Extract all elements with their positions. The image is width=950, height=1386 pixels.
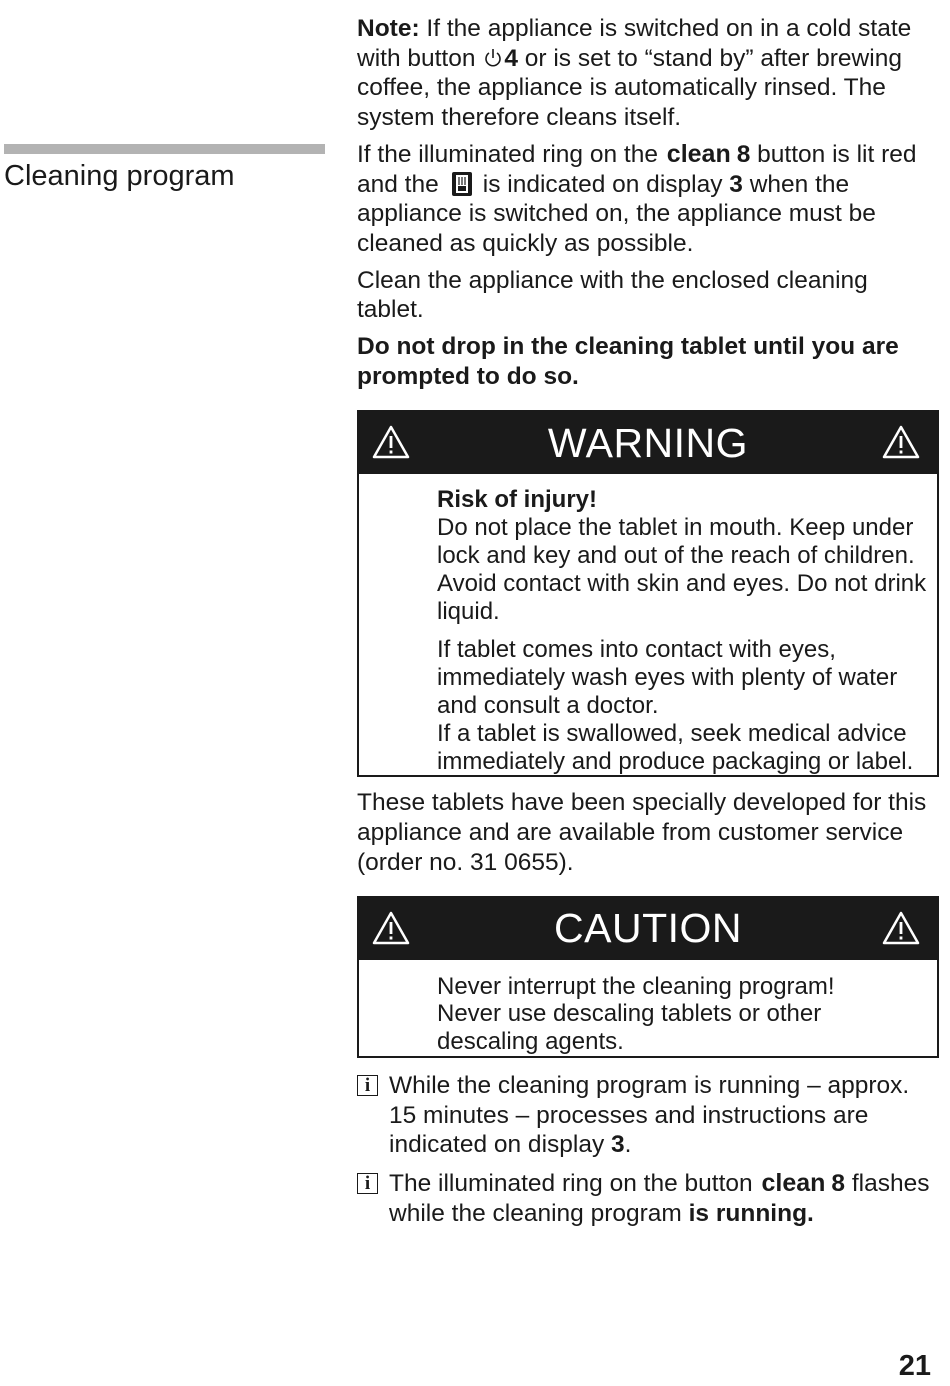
prompt-warning-text: Do not drop in the cleaning tablet until you are prompted to do so. (357, 333, 899, 390)
power-icon (484, 47, 502, 69)
note-text-a: If the appliance is switched on in a cold state with button (357, 15, 912, 72)
caution-header (359, 898, 937, 960)
warning-box (357, 410, 939, 777)
warning-triangle-icon (881, 910, 921, 946)
info2-bold-end: is running. (688, 1199, 814, 1227)
info2-text-b: flashes while the cleaning program (389, 1170, 930, 1227)
page-number: 21 (898, 1350, 931, 1382)
note-button-number: 4 (504, 44, 518, 72)
warning-triangle-icon (371, 424, 411, 460)
info2-text-a: The illuminated ring on the button (389, 1170, 760, 1198)
eyes-paragraph: If tablet comes into contact with eyes, immediately wash eyes with plenty of water and consult a doctor. (437, 636, 898, 720)
clean-instruction: Clean the appliance with the enclosed cleaning tablet. (357, 266, 868, 324)
ring-display-number: 3 (729, 170, 743, 198)
info-icon: i (357, 1173, 378, 1194)
warning-triangle-icon (371, 910, 411, 946)
info2-button-number: 8 (831, 1170, 846, 1198)
caution-body (359, 960, 937, 1056)
clean-button-label: clean (666, 139, 731, 168)
note-text-b: or is set to “stand by” after brewing coffee, the appliance is automatically rinsed. The system therefore cleans itself. (357, 44, 902, 132)
info-note (357, 1071, 937, 1160)
main-column (357, 14, 937, 1228)
info1-text-a: While the cleaning program is running – approx. 15 minutes – processes and instructions are indicated on display (389, 1071, 910, 1159)
risk-paragraph (437, 486, 927, 625)
swallow-paragraph: If a tablet is swallowed, seek medical advice immediately and produce packaging or label. (437, 719, 914, 775)
ring-text-b: button is lit red and the (357, 140, 917, 198)
warning-header (359, 412, 937, 474)
risk-heading: Risk of injury! (437, 486, 598, 514)
info1-text-b: . (624, 1131, 632, 1159)
caution-title: CAUTION (554, 905, 742, 952)
cleaning-tablet-icon (451, 171, 473, 197)
caution-box (357, 896, 939, 1058)
section-title: Cleaning program (4, 160, 235, 192)
warning-title: WARNING (547, 419, 749, 466)
ring-paragraph (357, 140, 937, 259)
warning-triangle-icon (881, 424, 921, 460)
ring-button-number: 8 (736, 140, 751, 168)
caution-line-2: Never use descaling tablets or other descaling agents. (437, 1000, 822, 1056)
note-label: Note: (357, 15, 420, 42)
risk-text: Do not place the tablet in mouth. Keep under lock and key and out of the reach of children. Avoid contact with skin and eyes. Do not drink liquid. (437, 514, 927, 625)
info-text (389, 1071, 937, 1160)
ring-text-c: is indicated on display (482, 170, 730, 198)
clean-button-label: clean (761, 1169, 826, 1198)
note-paragraph (357, 14, 937, 133)
tablets-paragraph: These tablets have been specially developed for this appliance and are available from customer service (order no. 31 0655). (357, 789, 927, 876)
caution-line-1: Never interrupt the cleaning program! (437, 972, 835, 1000)
info-text (389, 1169, 937, 1228)
warning-body (359, 474, 937, 775)
info-note (357, 1169, 937, 1228)
info-icon: i (357, 1075, 378, 1096)
ring-text-a: If the illuminated ring on the (357, 140, 665, 168)
ring-text-d: when the appliance is switched on, the appliance must be cleaned as quickly as possible. (357, 170, 876, 257)
section-rule (4, 144, 325, 154)
info1-display-number: 3 (611, 1131, 625, 1159)
